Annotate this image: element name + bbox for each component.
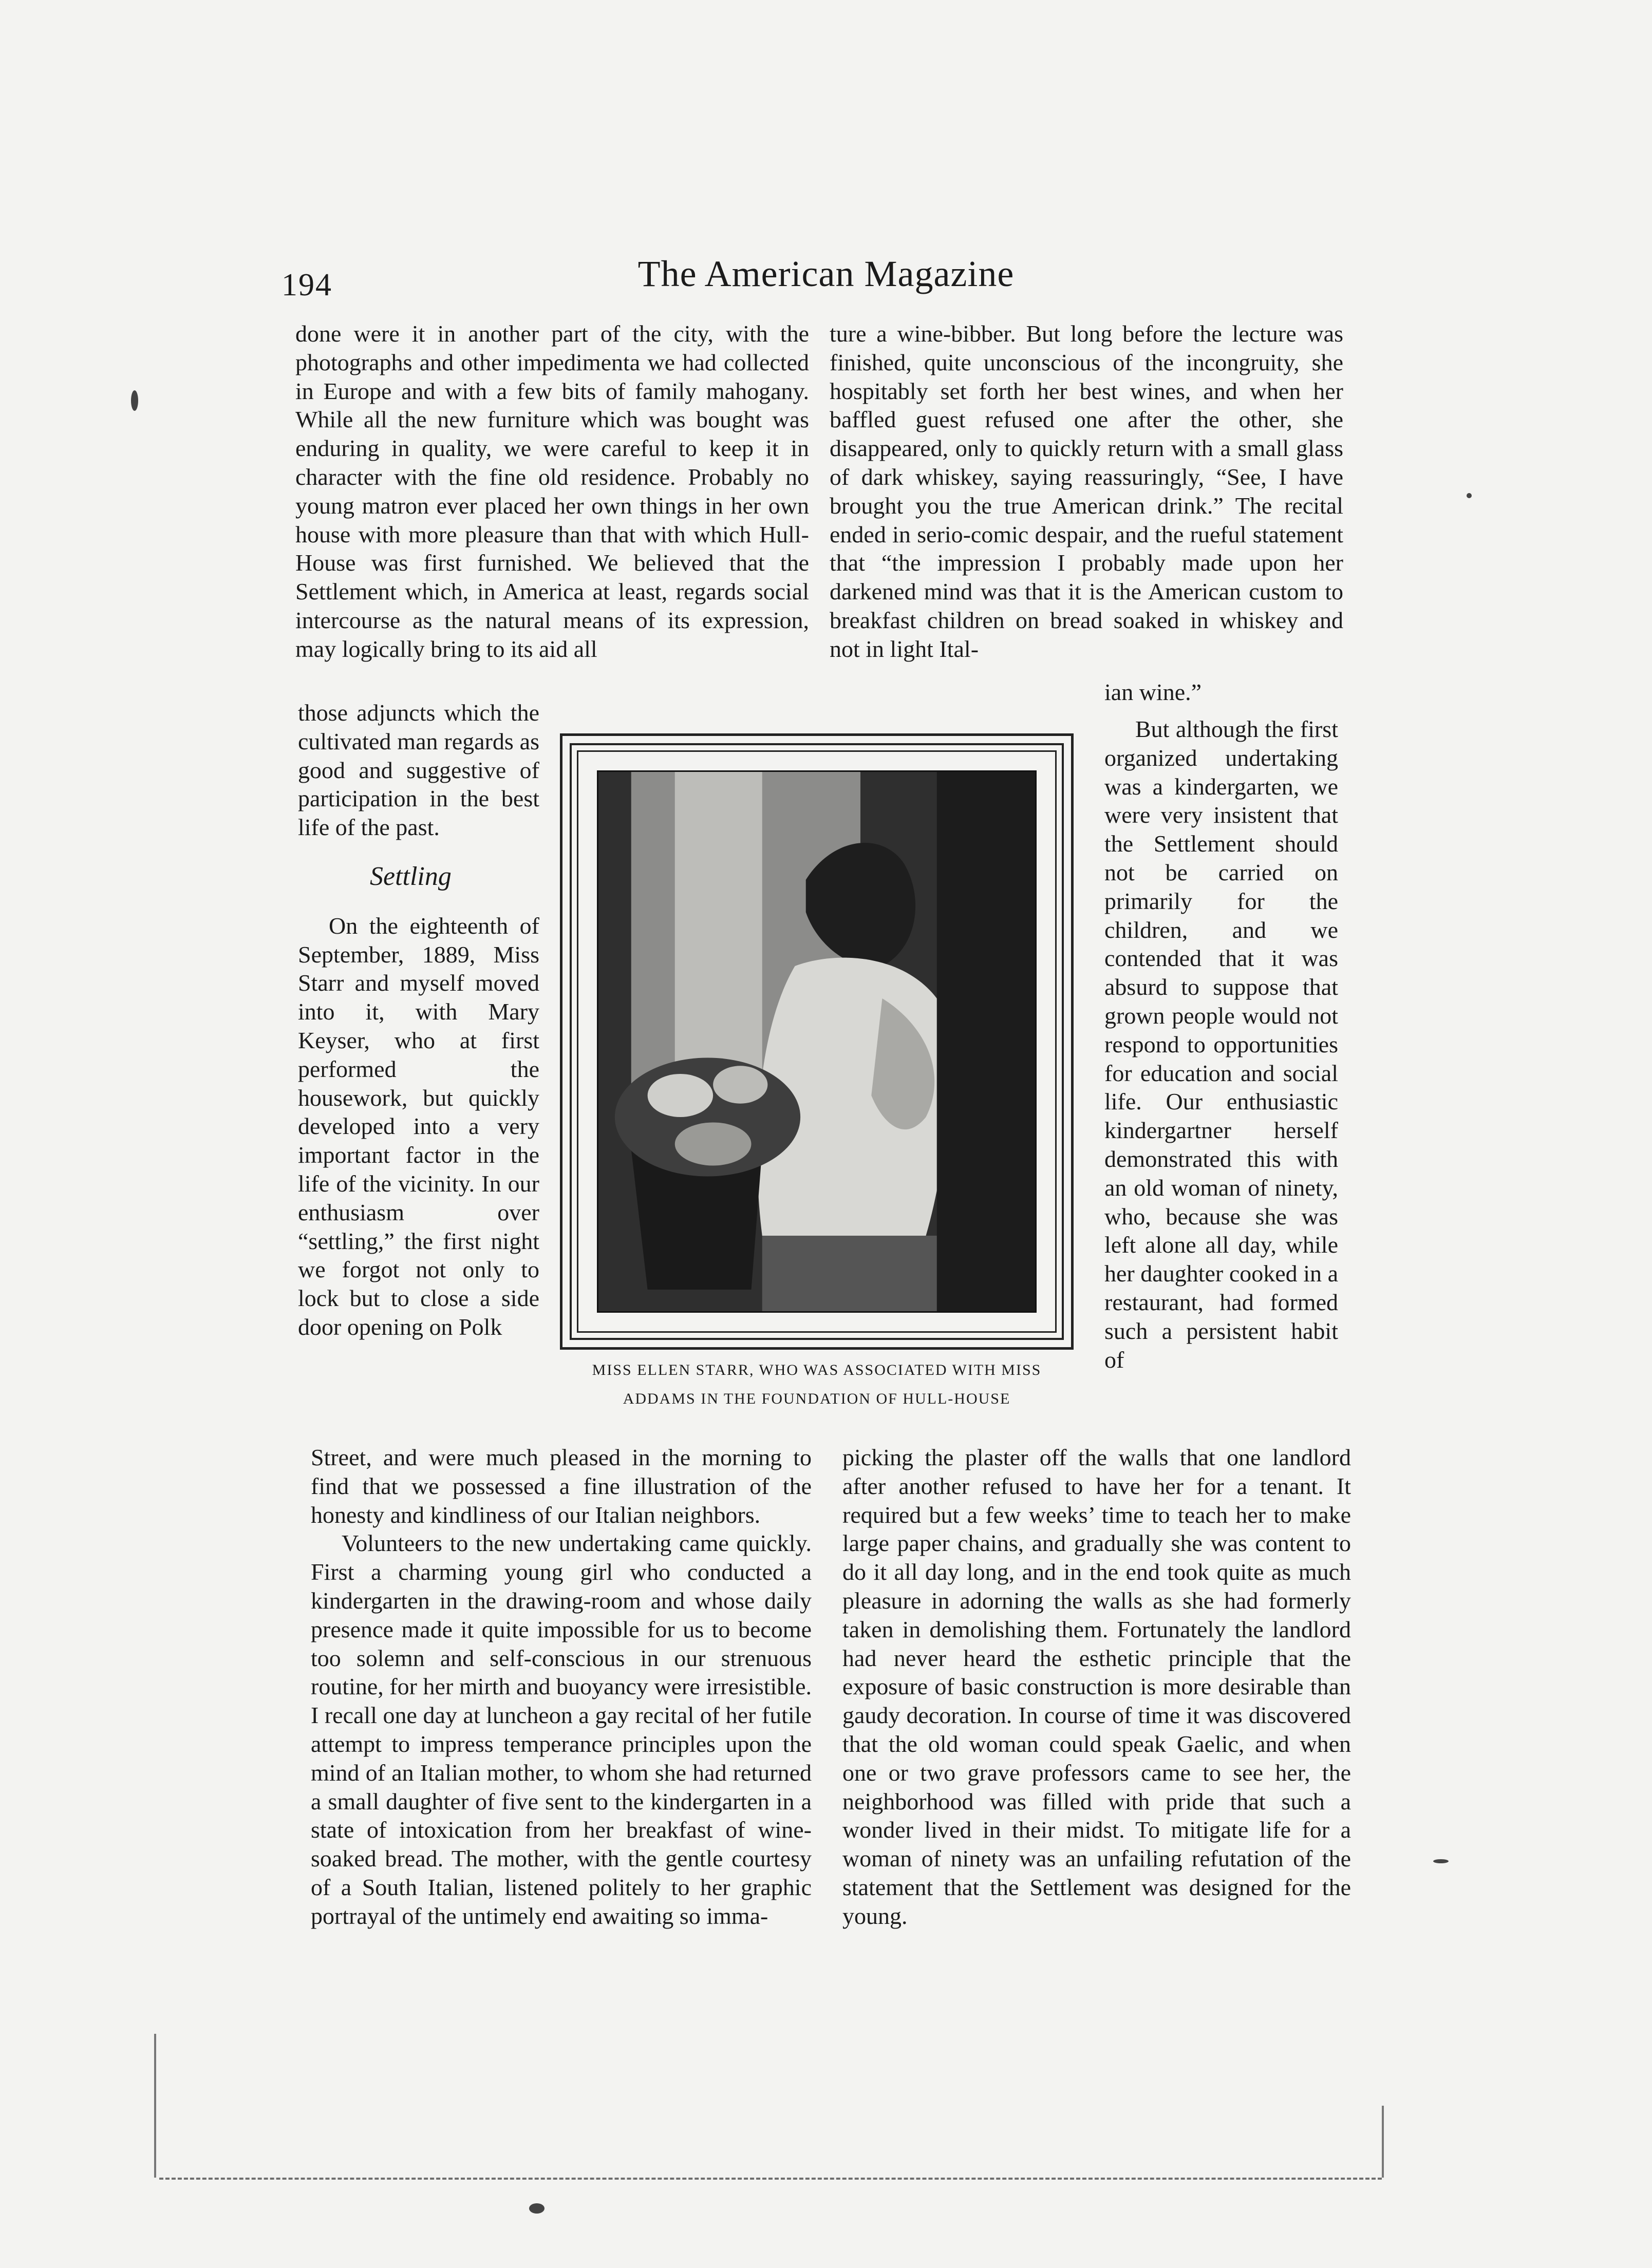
photograph-woman-with-plant	[597, 770, 1037, 1313]
section-heading: Settling	[370, 861, 452, 891]
paragraph: Street, and were much pleased in the morning to find that we possessed a fine illustration of the honesty and kindliness of our Italian neighbors.	[311, 1444, 812, 1528]
paragraph: On the eighteenth of September, 1889, Miss Starr and myself moved into it, with Mary Keyser, who at first performed the housework, but quickly developed into a very important factor in the life of the vicinity. In our enthusiasm over “settling,” the first night we forgot not only to lock but to close a side door opening on Polk	[298, 912, 539, 1340]
scan-edge-left	[154, 2034, 156, 2178]
column-left-narrow	[298, 698, 539, 1341]
caption-line: ADDAMS IN THE FOUNDATION OF HULL-HOUSE	[623, 1390, 1011, 1407]
figure-caption	[550, 1356, 1084, 1413]
photo-figure-frame	[560, 733, 1074, 1350]
column-right-bottom	[842, 1443, 1351, 1931]
running-head-title: The American Magazine	[637, 253, 1015, 294]
page-number: 194	[281, 268, 332, 303]
column-left-top	[295, 319, 809, 664]
scan-edge-right	[1382, 2106, 1384, 2178]
paragraph: those adjuncts which the cultivated man regards as good and suggestive of participation in the best life of the past.	[298, 700, 539, 841]
paragraph: Volunteers to the new undertaking came quickly. First a charming young girl who conducted a kindergarten in the drawing-room and whose daily presence made it quite impossible for us to become too solemn and self-conscious in our strenuous routine, for her mirth and buoyancy were irresistible. I recall one day at luncheon a gay recital of her futile attempt to impress temperance principles upon the mind of an Italian mother, to whom she had returned a small daughter of five sent to the kindergarten in a state of intoxication from her breakfast of wine-soaked bread. The mother, with the gentle courtesy of a South Italian, listened politely to her graphic portrayal of the untimely end awaiting so imma-	[311, 1530, 812, 1929]
scan-speck	[1467, 493, 1472, 498]
column-right-narrow	[1104, 715, 1338, 1374]
paragraph: done were it in another part of the city, with the photographs and other impedimenta we had collected in Europe and with a few bits of family mahogany. While all the new furniture which was bought was enduring in quality, we were careful to keep it in character with the fine old residence. Probably no young matron ever placed her own things in her own house with more pleasure than that with which Hull-House was first furnished. We believed that the Settlement which, in America at least, regards social intercourse as the natural means of its expression, may logically bring to its aid all	[295, 320, 809, 662]
paragraph: picking the plaster off the walls that one landlord after another refused to have her for a tenant. It required but a few weeks’ time to teach her to make large paper chains, and gradually she was content to do it all day long, and in the end took quite as much pleasure in adorning the walls as she had formerly taken in demolishing them. Fortunately the landlord had never heard the esthetic principle that the exposure of basic construction is more desirable than gaudy decoration. In course of time it was discovered that the old woman could speak Gaelic, and when one or two grave professors came to see her, the neighborhood was filled with pride that such a wonder lived in their midst. To mitigate life for a woman of ninety was an unfailing refutation of the statement that the Settlement was designed for the young.	[842, 1444, 1351, 1929]
paragraph: But although the first organized undertaking was a kindergarten, we were very insistent that the Settlement should not be carried on primarily for the children, and we contended that it was absurd to suppose that grown people would not respond to opportunities for education and social life. Our enthusiastic kindergartner herself demonstrated this with an old woman of ninety, who, because she was left alone all day, while her daughter cooked in a restaurant, had formed such a persistent habit of	[1104, 716, 1338, 1373]
scan-speck	[131, 390, 138, 411]
column-left-bottom	[311, 1443, 812, 1931]
paragraph-tail: ian wine.”	[1104, 679, 1202, 705]
column-right-top	[830, 319, 1343, 664]
caption-line: MISS ELLEN STARR, WHO WAS ASSOCIATED WITH MISS	[592, 1362, 1042, 1378]
paragraph: ture a wine-bibber. But long before the lecture was finished, quite unconscious of the incongruity, she hospitably set forth her best wines, and when her baffled guest refused one after the other, she disappeared, only to quickly return with a small glass of dark whiskey, saying reassuringly, “See, I have brought you the true American drink.” The recital ended in serio-comic despair, and the rueful statement that “the impression I probably made upon her darkened mind was that it is the American custom to breakfast children on bread soaked in whiskey and not in light Ital-	[830, 320, 1343, 662]
scan-speck	[1433, 1859, 1449, 1863]
scan-speck	[529, 2203, 545, 2214]
scan-edge-bottom	[159, 2178, 1382, 2180]
